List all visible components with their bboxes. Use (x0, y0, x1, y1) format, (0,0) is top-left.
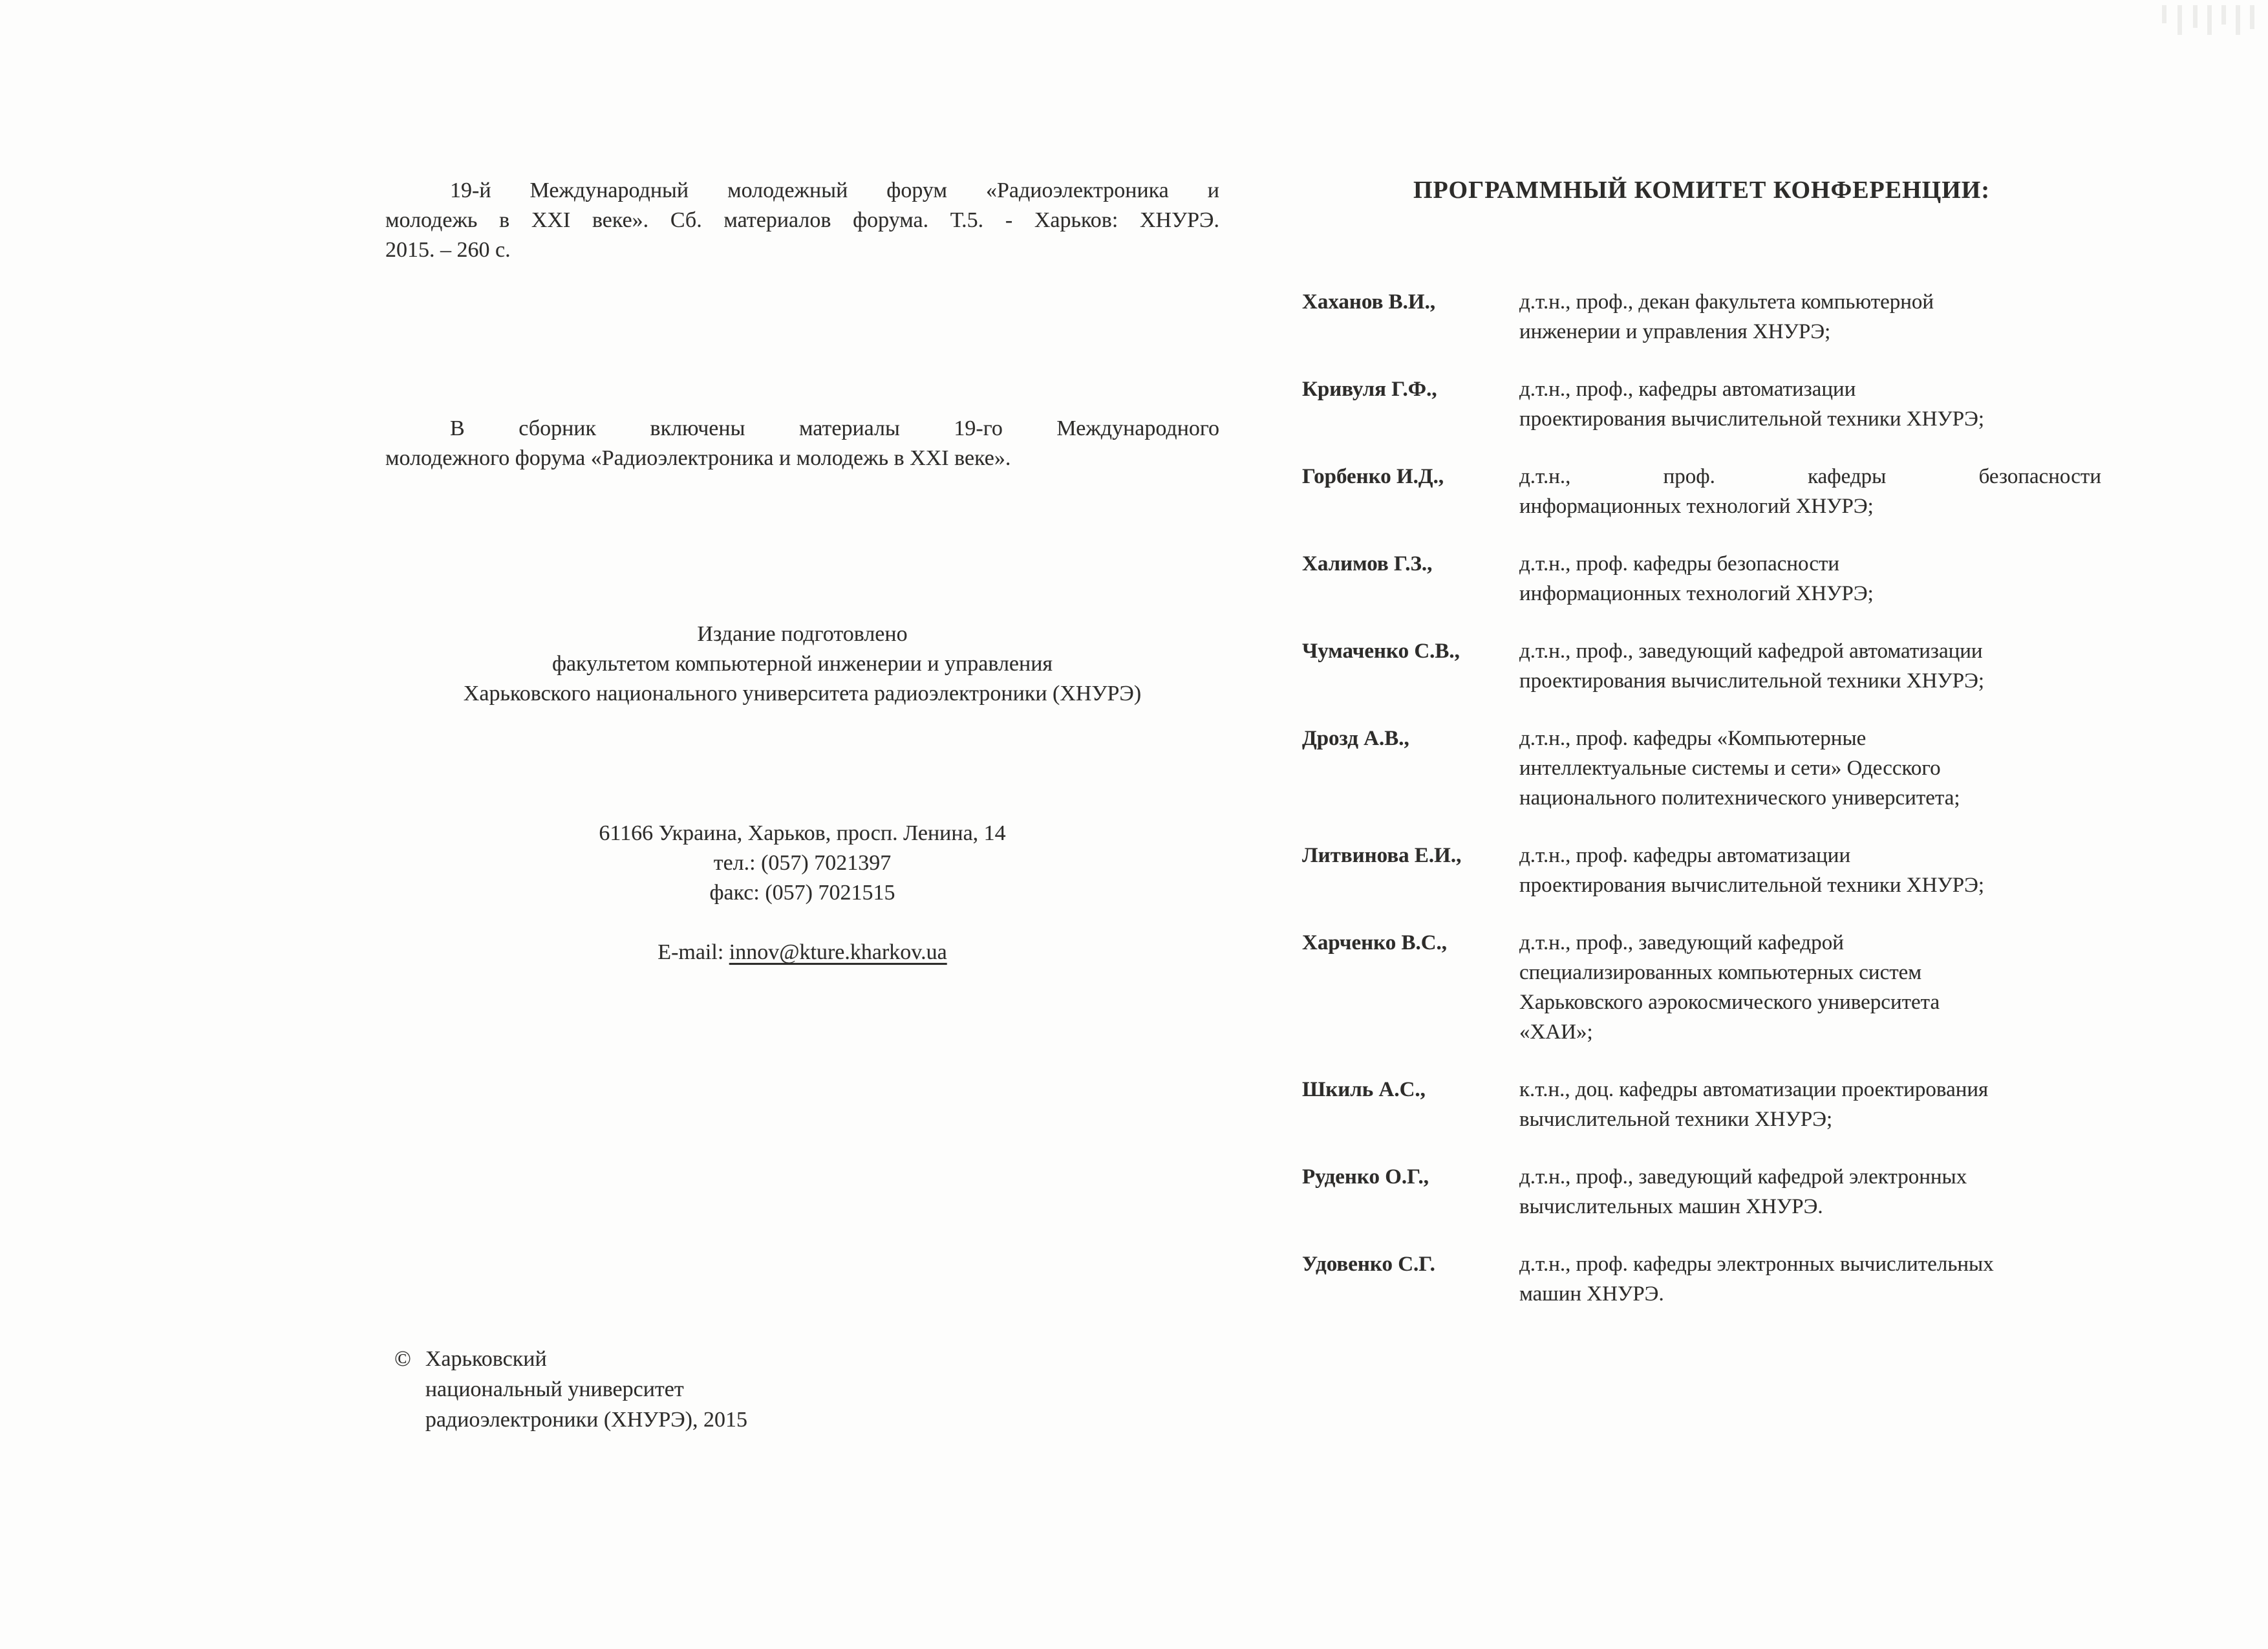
scan-artifact (2159, 5, 2263, 35)
abstract-paragraph: В сборник включены материалы 19-го Международного молодежного форума «Радиоэлектроника и молодежь в XXI веке». (385, 416, 1219, 470)
committee-row (1302, 1075, 2136, 1134)
member-name: Горбенко И.Д., (1302, 465, 1444, 488)
member-description: д.т.н., проф., декан факультета компьютерной инженерии и управления ХНУРЭ; (1519, 290, 1934, 343)
copyright-symbol: © (394, 1347, 411, 1371)
member-name: Руденко О.Г., (1302, 1165, 1429, 1189)
copyright-block (394, 1344, 747, 1435)
member-name: Кривуля Г.Ф., (1302, 378, 1437, 401)
email-label: E-mail: (658, 940, 729, 964)
committee-row (1302, 724, 2136, 813)
member-name: Хаханов В.И., (1302, 290, 1436, 314)
member-description: д.т.н., проф., заведующий кафедрой электронных вычислительных машин ХНУРЭ. (1519, 1165, 1967, 1218)
committee-row (1302, 1249, 2136, 1309)
member-description: д.т.н., проф. кафедры «Компьютерные интеллектуальные системы и сети» Одесского национального политехнического университета; (1519, 727, 1960, 810)
member-name: Удовенко С.Г. (1302, 1253, 1435, 1276)
email-address: innov@kture.kharkov.ua (729, 940, 947, 964)
member-name: Шкиль А.С., (1302, 1078, 1426, 1101)
email-line (385, 938, 1219, 967)
committee-row (1302, 374, 2136, 434)
committee-row (1302, 462, 2136, 521)
prepared-by-block: Издание подготовлено факультетом компьютерной инженерии и управления Харьковского национального университета радиоэлектроники (ХНУРЭ) (463, 622, 1142, 706)
member-description: д.т.н., проф. кафедры автоматизации проектирования вычислительной техники ХНУРЭ; (1519, 844, 1985, 897)
committee-list (1302, 287, 2136, 1309)
member-name: Харченко В.С., (1302, 931, 1448, 954)
copyright-text: Харьковский национальный университет радиоэлектроники (ХНУРЭ), 2015 (425, 1347, 748, 1432)
committee-row (1302, 841, 2136, 900)
committee-row (1302, 549, 2136, 609)
member-name: Чумаченко С.В., (1302, 640, 1460, 663)
member-name: Дрозд А.В., (1302, 727, 1409, 750)
member-description: д.т.н., проф., заведующий кафедрой автоматизации проектирования вычислительной техники ХНУРЭ; (1519, 640, 1985, 693)
member-description: д.т.н., проф., кафедры автоматизации проектирования вычислительной техники ХНУРЭ; (1519, 378, 1985, 431)
committee-row (1302, 636, 2136, 696)
member-name: Халимов Г.З., (1302, 552, 1433, 576)
member-description: к.т.н., доц. кафедры автоматизации проектирования вычислительной техники ХНУРЭ; (1519, 1078, 1989, 1131)
member-description: д.т.н., проф. кафедры электронных вычислительных машин ХНУРЭ. (1519, 1253, 1994, 1306)
member-description: д.т.н., проф. кафедры безопасности информационных технологий ХНУРЭ; (1519, 552, 1874, 605)
member-description: д.т.н., проф. кафедры безопасности информационных технологий ХНУРЭ; (1519, 465, 2101, 518)
member-description: д.т.н., проф., заведующий кафедрой специализированных компьютерных систем Харьковского аэрокосмического университета «ХАИ»; (1519, 931, 1940, 1044)
committee-title: ПРОГРАММНЫЙ КОМИТЕТ КОНФЕРЕНЦИИ: (1413, 177, 1990, 204)
address-block: 61166 Украина, Харьков, просп. Ленина, 14 тел.: (057) 7021397 факс: (057) 7021515 (599, 821, 1006, 905)
citation-paragraph: 19-й Международный молодежный форум «Радиоэлектроника и молодежь в XXI веке». Сб. материалов форума. Т.5. - Харьков: ХНУРЭ. 2015. – 260 с. (385, 178, 1219, 262)
committee-row (1302, 1162, 2136, 1222)
member-name: Литвинова Е.И., (1302, 844, 1462, 867)
committee-row (1302, 928, 2136, 1047)
committee-row (1302, 287, 2136, 347)
